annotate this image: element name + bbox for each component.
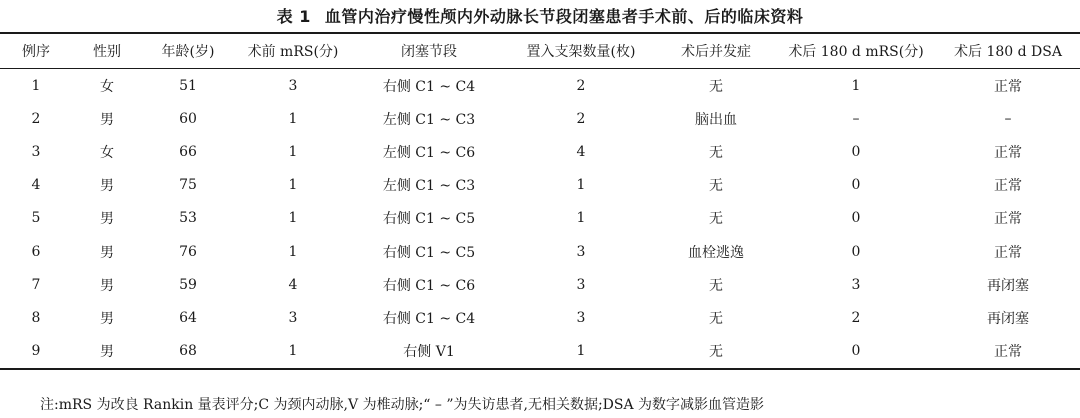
cell-stent-count: 4 bbox=[576, 143, 586, 160]
cell-stent-count: 3 bbox=[576, 309, 586, 326]
table-row bbox=[0, 169, 1080, 202]
cell-stent-count: 1 bbox=[576, 210, 586, 227]
cell-preop-mrs: 1 bbox=[288, 243, 298, 260]
cell-stent-count: 2 bbox=[576, 110, 586, 127]
table-row bbox=[0, 268, 1080, 301]
cell-180d-mrs: 0 bbox=[851, 343, 861, 360]
cell-180d-dsa: 再闭塞 bbox=[987, 277, 1029, 294]
header-sex: 性别 bbox=[93, 44, 121, 60]
cell-stent-count: 1 bbox=[576, 343, 586, 360]
cell-stent-count: 3 bbox=[576, 243, 586, 260]
cell-sex: 男 bbox=[100, 310, 114, 327]
cell-occlusion-segment: 左侧 C1 ~ C3 bbox=[382, 178, 476, 195]
cell-sex: 男 bbox=[100, 111, 114, 128]
cell-case-no: 5 bbox=[31, 210, 41, 227]
cell-180d-dsa: 正常 bbox=[994, 244, 1022, 261]
cell-stent-count: 3 bbox=[576, 276, 586, 293]
table-row bbox=[0, 301, 1080, 334]
cell-age: 60 bbox=[179, 110, 197, 127]
table-row bbox=[0, 135, 1080, 168]
table-row bbox=[0, 102, 1080, 135]
cell-occlusion-segment: 左侧 C1 ~ C6 bbox=[382, 144, 476, 161]
cell-preop-mrs: 1 bbox=[288, 177, 298, 194]
cell-complication: 无 bbox=[709, 211, 723, 228]
cell-occlusion-segment: 右侧 C1 ~ C5 bbox=[382, 244, 476, 261]
cell-age: 66 bbox=[179, 143, 197, 160]
table-row bbox=[0, 235, 1080, 268]
header-row bbox=[0, 33, 1080, 69]
cell-180d-mrs: 2 bbox=[851, 309, 861, 326]
cell-preop-mrs: 3 bbox=[288, 77, 298, 94]
cell-180d-dsa: 正常 bbox=[994, 178, 1022, 195]
cell-occlusion-segment: 右侧 C1 ~ C4 bbox=[382, 78, 476, 95]
cell-180d-mrs: 0 bbox=[851, 143, 861, 160]
cell-complication: 无 bbox=[709, 178, 723, 195]
cell-180d-mrs: 0 bbox=[851, 243, 861, 260]
cell-age: 75 bbox=[179, 177, 197, 194]
cell-case-no: 7 bbox=[31, 276, 41, 293]
cell-sex: 男 bbox=[100, 244, 114, 261]
header-preop-mrs: 术前 mRS(分) bbox=[247, 44, 339, 60]
cell-preop-mrs: 1 bbox=[288, 343, 298, 360]
cell-preop-mrs: 1 bbox=[288, 143, 298, 160]
cell-age: 59 bbox=[179, 276, 197, 293]
cell-occlusion-segment: 右侧 V1 bbox=[403, 344, 455, 361]
table-row bbox=[0, 69, 1080, 103]
cell-case-no: 1 bbox=[31, 77, 41, 94]
cell-180d-dsa: – bbox=[1004, 110, 1012, 127]
cell-180d-mrs: 0 bbox=[851, 177, 861, 194]
cell-case-no: 3 bbox=[31, 143, 41, 160]
cell-complication: 无 bbox=[709, 310, 723, 327]
cell-stent-count: 2 bbox=[576, 77, 586, 94]
cell-age: 64 bbox=[179, 309, 197, 326]
cell-180d-dsa: 正常 bbox=[994, 344, 1022, 361]
cell-case-no: 6 bbox=[31, 243, 41, 260]
table-footnote: 注:mRS 为改良 Rankin 量表评分;C 为颈内动脉,V 为椎动脉;“ – ”为失访患者,无相关数据;DSA 为数字减影血管造影 bbox=[40, 397, 765, 413]
cell-occlusion-segment: 右侧 C1 ~ C6 bbox=[382, 277, 476, 294]
cell-complication: 无 bbox=[709, 78, 723, 95]
header-age: 年龄(岁) bbox=[161, 44, 215, 60]
clinical-data-table bbox=[0, 32, 1080, 370]
cell-180d-dsa: 正常 bbox=[994, 144, 1022, 161]
cell-complication: 无 bbox=[709, 144, 723, 161]
header-case-no: 例序 bbox=[22, 44, 50, 60]
cell-age: 53 bbox=[179, 210, 197, 227]
cell-180d-mrs: 1 bbox=[851, 77, 861, 94]
cell-case-no: 4 bbox=[31, 177, 41, 194]
header-complication: 术后并发症 bbox=[681, 44, 751, 60]
cell-stent-count: 1 bbox=[576, 177, 586, 194]
cell-case-no: 2 bbox=[31, 110, 41, 127]
cell-sex: 女 bbox=[100, 144, 114, 161]
cell-sex: 男 bbox=[100, 211, 114, 228]
table-row bbox=[0, 202, 1080, 235]
cell-preop-mrs: 3 bbox=[288, 309, 298, 326]
header-occlusion-segment: 闭塞节段 bbox=[401, 44, 457, 60]
cell-case-no: 9 bbox=[31, 343, 41, 360]
table-title: 血管内治疗慢性颅内外动脉长节段闭塞患者手术前、后的临床资料 bbox=[324, 7, 804, 26]
table-row bbox=[0, 335, 1080, 369]
cell-180d-mrs: 3 bbox=[851, 276, 861, 293]
cell-occlusion-segment: 右侧 C1 ~ C5 bbox=[382, 211, 476, 228]
cell-age: 51 bbox=[179, 77, 197, 94]
cell-preop-mrs: 1 bbox=[288, 110, 298, 127]
cell-sex: 男 bbox=[100, 277, 114, 294]
cell-180d-mrs: – bbox=[852, 110, 860, 127]
cell-180d-dsa: 再闭塞 bbox=[987, 310, 1029, 327]
cell-complication: 无 bbox=[709, 344, 723, 361]
header-180d-dsa: 术后 180 d DSA bbox=[954, 44, 1062, 60]
cell-sex: 男 bbox=[100, 344, 114, 361]
table-caption bbox=[0, 4, 1080, 27]
cell-occlusion-segment: 左侧 C1 ~ C3 bbox=[382, 111, 476, 128]
cell-sex: 男 bbox=[100, 178, 114, 195]
cell-occlusion-segment: 右侧 C1 ~ C4 bbox=[382, 310, 476, 327]
cell-180d-dsa: 正常 bbox=[994, 211, 1022, 228]
cell-age: 68 bbox=[179, 343, 197, 360]
cell-complication: 无 bbox=[709, 277, 723, 294]
header-180d-mrs: 术后 180 d mRS(分) bbox=[788, 44, 924, 60]
cell-age: 76 bbox=[179, 243, 197, 260]
cell-preop-mrs: 1 bbox=[288, 210, 298, 227]
cell-180d-dsa: 正常 bbox=[994, 78, 1022, 95]
table-number: 表 1 bbox=[276, 7, 311, 26]
cell-sex: 女 bbox=[100, 78, 114, 95]
cell-case-no: 8 bbox=[31, 309, 41, 326]
cell-complication: 血栓逃逸 bbox=[688, 244, 744, 261]
cell-180d-mrs: 0 bbox=[851, 210, 861, 227]
cell-complication: 脑出血 bbox=[695, 111, 737, 128]
header-stent-count: 置入支架数量(枚) bbox=[526, 44, 636, 60]
cell-preop-mrs: 4 bbox=[288, 276, 298, 293]
